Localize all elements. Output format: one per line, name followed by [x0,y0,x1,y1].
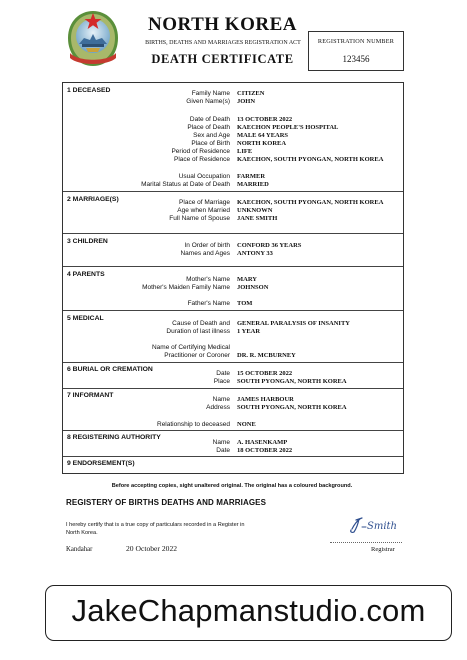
registry-title: REGISTERY OF BIRTHS DEATHS AND MARRIAGES [66,498,267,507]
burial-place-value: SOUTH PYONGAN, NORTH KOREA [237,378,347,385]
act-subtitle: BIRTHS, DEATHS AND MARRIAGES REGISTRATION ACT [145,40,301,46]
duration-value: 1 YEAR [237,328,261,335]
mother-label: Mother's Name [186,276,230,283]
section-parents-heading: 4 PARENTS [67,271,105,278]
children-names-label: Names and Ages [180,250,230,257]
sex-age-value: MALE 64 YEARS [237,132,289,139]
period-residence-value: LIFE [237,148,253,155]
divider [63,310,403,311]
registration-number: 123456 [342,54,370,64]
section-marriage-heading: 2 MARRIAGE(S) [67,196,119,203]
informant-address-label: Address [206,404,230,411]
place-residence-label: Place of Residence [173,156,230,163]
relationship-label: Relationship to deceased [157,421,230,428]
signature-line [330,542,402,543]
divider [63,233,403,234]
duration-label: Duration of last illness [166,328,230,335]
spouse-value: JANE SMITH [237,215,278,222]
certification-text [66,521,286,537]
issue-place: Kandahar [66,546,93,553]
place-of-death-value: KAECHON PEOPLE'S HOSPITAL [237,124,339,131]
certification-line-1: I hereby certify that is a true copy of particulars recorded in a Register in [66,522,245,528]
relationship-value: NONE [237,421,256,428]
burial-date-label: Date [216,370,230,377]
informant-address-value: SOUTH PYONGAN, NORTH KOREA [237,404,347,411]
father-value: TOM [237,300,253,307]
divider [63,191,403,192]
marital-value: MARRIED [237,181,269,188]
informant-name-label: Name [212,396,230,403]
marriage-age-label: Age when Married [177,207,230,214]
given-names-value: JOHN [237,98,256,105]
given-names-label: Given Name(s) [186,98,230,105]
children-order-value: CONFORD 36 YEARS [237,242,302,249]
mother-value: MARY [237,276,257,283]
place-residence-value: KAECHON, SOUTH PYONGAN, NORTH KOREA [237,156,384,163]
authority-name-label: Name [212,439,230,446]
authenticity-warning: Before accepting copies, sight unaltered original. The original has a coloured background. [111,483,353,489]
certificate-title: DEATH CERTIFICATE [151,52,294,66]
marriage-place-value: KAECHON, SOUTH PYONGAN, NORTH KOREA [237,199,384,206]
place-of-death-label: Place of Death [187,124,230,131]
watermark-text: JakeChapmanstudio.com [71,593,426,628]
certification-line-2: North Korea. [66,530,98,536]
place-of-birth-label: Place of Birth [191,140,230,147]
practitioner-value: DR. R. MCBURNEY [237,352,296,359]
divider [63,430,403,431]
father-label: Father's Name [187,300,230,307]
section-children-heading: 3 CHILDREN [67,238,108,245]
place-of-birth-value: NORTH KOREA [237,140,287,147]
occupation-label: Usual Occupation [178,173,230,180]
certificate-form [62,82,404,474]
state-emblem-icon [62,8,124,70]
certifying-label: Name of Certifying Medical [151,344,230,351]
marriage-age-value: UNKNOWN [237,207,273,214]
spouse-label: Full Name of Spouse [169,215,230,222]
section-burial-heading: 6 BURIAL OR CREMATION [67,366,153,373]
authority-date-label: Date [216,447,230,454]
burial-date-value: 15 OCTOBER 2022 [237,370,293,377]
authority-date-value: 18 OCTOBER 2022 [237,447,293,454]
children-order-label: In Order of birth [184,242,230,249]
cause-label: Cause of Death and [172,320,230,327]
period-residence-label: Period of Residence [171,148,230,155]
practitioner-label: Practitioner or Coroner [164,352,230,359]
section-deceased-heading: 1 DECEASED [67,87,111,94]
authority-name-value: A. HASENKAMP [237,439,288,446]
registrar-signature [348,515,408,535]
burial-place-label: Place [213,378,230,385]
maiden-name-value: JOHNSON [237,284,269,291]
sex-age-label: Sex and Age [193,132,230,139]
children-names-value: ANTONY 33 [237,250,273,257]
divider [63,362,403,363]
cause-value: GENERAL PARALYSIS OF INSANITY [237,320,350,327]
date-of-death-value: 13 OCTOBER 2022 [237,116,293,123]
divider [63,456,403,457]
marriage-place-label: Place of Marriage [179,199,230,206]
section-informant-heading: 7 INFORMANT [67,392,114,399]
section-medical-heading: 5 MEDICAL [67,315,104,322]
section-endorsement-heading: 9 ENDORSEMENT(S) [67,460,135,467]
svg-text:Smith: Smith [367,521,397,532]
registrar-label: Registrar [371,546,395,553]
country-title: NORTH KOREA [148,14,297,35]
occupation-value: FARMER [237,173,266,180]
divider [63,266,403,267]
date-of-death-label: Date of Death [189,116,230,123]
watermark-banner [45,585,452,641]
issue-date: 20 October 2022 [126,544,178,553]
family-name-label: Family Name [191,90,230,97]
divider [63,388,403,389]
registration-label: REGISTRATION NUMBER [317,38,395,45]
family-name-value: CITIZEN [237,90,265,97]
marital-label: Marital Status at Date of Death [141,181,230,188]
maiden-name-label: Mother's Maiden Family Name [142,284,230,291]
section-authority-heading: 8 REGISTERING AUTHORITY [67,434,161,441]
registration-box [308,31,404,71]
informant-name-value: JAMES HARBOUR [237,396,294,403]
